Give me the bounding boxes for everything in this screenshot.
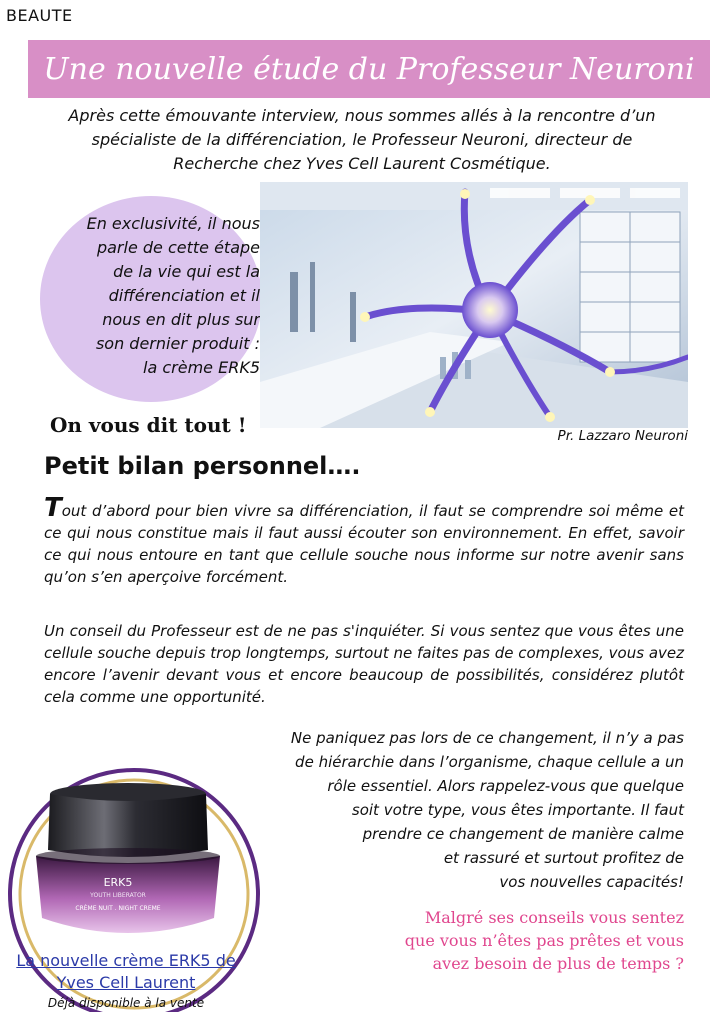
bubble-line: son dernier produit : [95, 334, 260, 353]
product-link-line[interactable]: La nouvelle crème ERK5 de [16, 951, 236, 970]
paragraph-1 [44, 493, 684, 588]
intro-line: spécialiste de la différenciation, le Professeur Neuroni, directeur de [91, 130, 633, 149]
paragraph-3-line: prendre ce changement de manière calme [362, 825, 684, 843]
paragraph-3-line: et rassuré et surtout profitez de [443, 849, 684, 867]
jar-type: CRÈME NUIT . NIGHT CREME [75, 905, 161, 912]
drop-cap: T [44, 493, 62, 523]
jar-brand: ERK5 [103, 876, 133, 889]
photo-caption: Pr. Lazzaro Neuroni [557, 428, 688, 444]
product-availability: Déjà disponible à la vente [47, 996, 205, 1010]
intro-line: Recherche chez Yves Cell Laurent Cosmétique. [173, 154, 551, 173]
intro-text [40, 104, 684, 176]
bubble-line: nous en dit plus sur [102, 310, 260, 329]
bubble-line: parle de cette étape [96, 238, 260, 257]
section-subheading: Petit bilan personnel…. [44, 452, 361, 480]
title-banner [28, 40, 710, 98]
pink-question-line: que vous n’êtes pas prêtes et vous [404, 931, 684, 950]
bubble-line: En exclusivité, il nous [86, 214, 260, 233]
paragraph-2: Un conseil du Professeur est de ne pas s'inquiéter. Si vous sentez que vous êtes une cellule souche depuis trop longtemps, surtout ne faites pas de complexes, vous avez encore l’avenir devant vous et encore beaucoup de possibilités, considérez plutôt cela comme une opportunité. [44, 622, 684, 706]
product-link-line[interactable]: Yves Cell Laurent [56, 973, 196, 992]
section-label: BEAUTE [6, 6, 73, 25]
product-link[interactable] [16, 950, 236, 994]
exclusive-bubble-text [52, 212, 260, 380]
pink-question-line: Malgré ses conseils vous sentez [424, 908, 684, 927]
article-title: Une nouvelle étude du Professeur Neuroni [43, 51, 695, 87]
paragraph-3-line: Ne paniquez pas lors de ce changement, il n’y a pas [290, 729, 684, 747]
intro-line: Après cette émouvante interview, nous sommes allés à la rencontre d’un [68, 106, 656, 125]
paragraph-3 [252, 726, 684, 894]
paragraph-3-line: de hiérarchie dans l’organisme, chaque cellule a un [295, 753, 684, 771]
jar-line: YOUTH LIBERATOR [90, 892, 146, 899]
bubble-line: la crème ERK5 [143, 358, 260, 377]
pink-question [340, 906, 684, 975]
bubble-line: différenciation et il [108, 286, 260, 305]
paragraph-3-line: vos nouvelles capacités! [499, 873, 684, 891]
paragraph-3-line: rôle essentiel. Alors rappelez-vous que quelque [327, 777, 684, 795]
cream-jar [22, 780, 234, 948]
paragraph-3-line: soit votre type, vous êtes importante. Il faut [351, 801, 684, 819]
paragraph-1-text: out d’abord pour bien vivre sa différenciation, il faut se comprendre soi même et ce qui nous constitue mais il faut aussi écouter son environnement. En effet, savoir ce qui nous entoure en tant que cellule souche nous informe sur notre avenir sans qu’on s’en aperçoive forcément. [44, 502, 684, 586]
bubble-line: de la vie qui est la [113, 262, 260, 281]
pink-question-line: avez besoin de plus de temps ? [432, 954, 684, 973]
lab-neuron-photo [260, 182, 688, 428]
tagline: On vous dit tout ! [50, 413, 247, 437]
